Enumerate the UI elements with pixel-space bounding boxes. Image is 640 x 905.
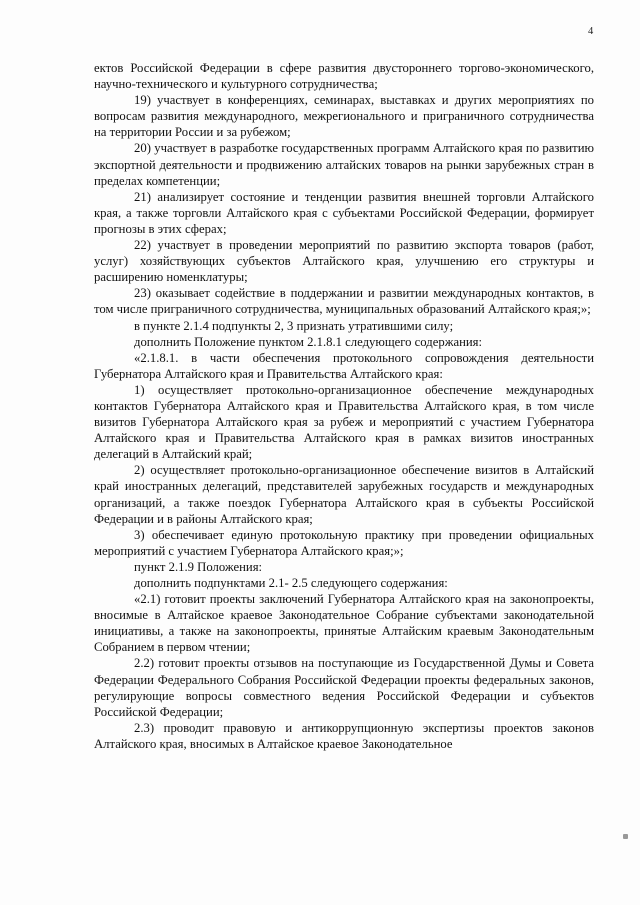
paragraph: пункт 2.1.9 Положения:: [134, 559, 263, 574]
document-body: [94, 60, 594, 752]
scan-artifact: [623, 834, 628, 839]
paragraph: дополнить подпунктами 2.1- 2.5 следующего содержания:: [134, 576, 448, 590]
paragraph: 23) оказывает содействие в поддержании и развитии международных контактов, в том числе приграничного сотрудничества, муниципальных образований Алтайского края;»;: [94, 286, 594, 317]
paragraph: 1) осуществляет протокольно-организационное обеспечение международных контактов Губернатора Алтайского края и Правительства Алтайского края, в том числе визитов Губернатора Алтайского края за рубеж и мероприятий с участием Губернатора Алтайского края и Правительства Алтайского края в рамках визитов иностранных делегаций в Алтайский край;: [94, 382, 594, 462]
paragraph: 2) осуществляет протокольно-организационное обеспечение визитов в Алтайский край иностранных делегаций, представителей зарубежных государств и международных организаций, а также поездок Губернатора Алтайского края в субъекты Российской Федерации и в районы Алтайского края;: [94, 463, 594, 526]
paragraph: 19) участвует в конференциях, семинарах, выставках и других мероприятиях по вопросам развития международного, межрегионального и приграничного сотрудничества на территории России и за рубежом;: [94, 93, 594, 140]
paragraph: «2.1.8.1. в части обеспечения протокольного сопровождения деятельности Губернатора Алтайского края и Правительства Алтайского края:: [94, 350, 594, 381]
page-number: 4: [588, 26, 594, 37]
paragraph: 3) обеспечивает единую протокольную практику при проведении официальных мероприятий с участием Губернатора Алтайского края;»;: [94, 527, 594, 558]
paragraph: 22) участвует в проведении мероприятий по развитию экспорта товаров (работ, услуг) хозяйствующих субъектов Алтайского края, улучшению его структуры и расширению номенклатуры;: [94, 238, 594, 285]
paragraph: 2.3) проводит правовую и антикоррупционную экспертизы проектов законов Алтайского края, вносимых в Алтайское краевое Законодательное: [94, 720, 594, 751]
paragraph: 2.2) готовит проекты отзывов на поступающие из Государственной Думы и Совета Федерации Федерального Собрания Российской Федерации проекты федеральных законов, регулирующие вопросы совместного ведения Российской Федерации и субъектов Российской Федерации;: [94, 656, 594, 719]
paragraph: дополнить Положение пунктом 2.1.8.1 следующего содержания:: [134, 334, 483, 349]
paragraph: в пункте 2.1.4 подпункты 2, 3 признать утратившими силу;: [134, 318, 454, 333]
paragraph: 20) участвует в разработке государственных программ Алтайского края по развитию экспортной деятельности и продвижению алтайских товаров на рынки зарубежных стран в пределах компетенции;: [94, 141, 594, 188]
paragraph: ектов Российской Федерации в сфере развития двустороннего торгово-экономического, научно-технического и культурного сотрудничества;: [94, 61, 594, 92]
paragraph: 21) анализирует состояние и тенденции развития внешней торговли Алтайского края, а также торговли Алтайского края с субъектами Российской Федерации, формирует прогнозы в этих сферах;: [94, 189, 594, 236]
paragraph: «2.1) готовит проекты заключений Губернатора Алтайского края на законопроекты, вносимые в Алтайское краевое Законодательное Собрание субъектами законодательной инициативы, а также на законопроекты, принятые Алтайским краевым Законодательным Собранием в первом чтении;: [94, 592, 594, 655]
